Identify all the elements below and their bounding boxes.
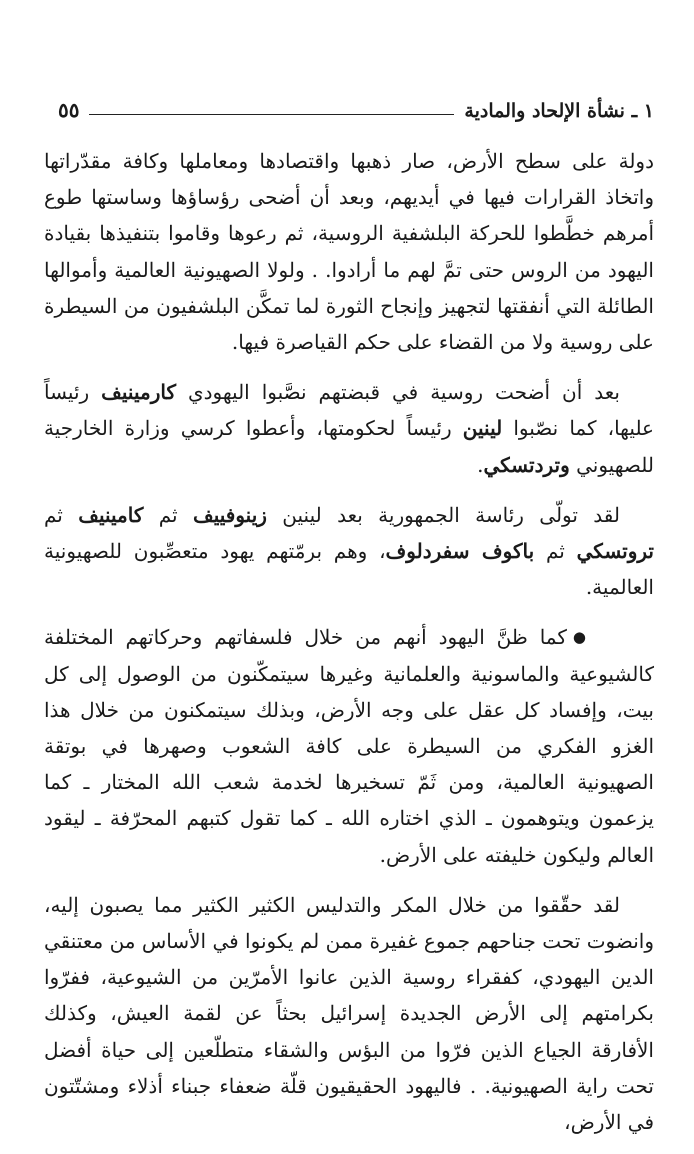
running-header [58, 92, 654, 122]
bullet-icon: ● [572, 628, 586, 647]
name-trotsky: وتردتسكي [483, 452, 570, 477]
name-sverdlov: باكوف سفردلوف [385, 539, 535, 564]
name-zinoviev: زينوفييف [193, 502, 267, 527]
text-run: لقد تولّى رئاسة الجمهورية بعد لينين [266, 502, 621, 527]
paragraph-text: دولة على سطح الأرض، صار ذهبها واقتصادها ومعاملها وكافة مقدّراتها واتخاذ القرارات فيها في أيديهم، وبعد أن أضحى رؤساؤها وساستها طوع أمرهم خطَّطوا للحركة البلشفية الروسية، ثم رعوها وقاموا بتنفيذها بقيادة اليهود من الروس حتى تمَّ لهم ما أرادوا. . ولولا الصهيونية العالمية وأموالها الطائلة التي أنفقتها لتجهيز وإنجاح الثورة لما تمكَّن البلشفيون من السيطرة على روسية ولا من القضاء على حكم القياصرة فيها. [44, 149, 654, 355]
text-run: بعد أن أضحت روسية في قبضتهم نصَّبوا اليهودي [175, 380, 620, 405]
paragraph-3 [44, 497, 654, 606]
name-lenin: لينين [462, 416, 503, 441]
text-run: ، وهم برمّتهم يهود متعصِّبون للصهيونية العالمية. [44, 539, 654, 600]
body-text [44, 143, 654, 1154]
page-number: ٥٥ [58, 98, 80, 122]
chapter-title: ١ ـ نشأة الإلحاد والمادية [464, 100, 654, 122]
text-run: . [477, 452, 484, 477]
paragraph-text: لقد حقّقوا من خلال المكر والتدليس الكثير الكثير مما يصبون إليه، وانضوت تحت جناحهم جموع غفيرة ممن لم يكونوا في الأساس من معتنقي الدين اليهودي، كفقراء روسية الذين عانوا الأمرّين من الشيوعية، ففرّوا بكرامتهم إلى الأرض الجديدة إسرائيل بحثاً عن لقمة العيش، وكذلك الأفارقة الجياع الذين فرّوا من البؤس والشقاء متطلّعين إلى حياة أفضل تحت راية الصهيونية. . فاليهود الحقيقيون قلّة ضعفاء جبناء أذلاء ومشتّتون في الأرض، [44, 892, 654, 1135]
header-rule [89, 114, 454, 115]
name-trotsky-2: تروتسكي [576, 539, 654, 564]
paragraph-2 [44, 374, 654, 483]
name-kamenev-2: كامينيف [78, 502, 144, 527]
paragraph-1 [44, 143, 654, 360]
paragraph-5 [44, 887, 654, 1140]
text-run: رئيساً لحكومتها، وأعطوا كرسي وزارة الخارجية للصهيوني [44, 416, 654, 477]
text-run: ثم [534, 539, 577, 564]
text-run: ثم [143, 502, 193, 527]
text-run: ثم [44, 502, 79, 527]
paragraph-text: كما ظنَّ اليهود أنهم من خلال فلسفاتهم وحركاتهم المختلفة كالشيوعية والماسونية والعلمانية وغيرها سيتمكّنون من الوصول إلى كل بيت، وإفساد كل عقل على وجه الأرض، وبذلك سيتمكنون من خلال هذا الغزو الفكري من السيطرة على كافة الشعوب وصهرها في بوتقة الصهيونية العالمية، ومن ثَمّ تسخيرها لخدمة شعب الله المختار ـ كما يزعمون ويتوهمون ـ الذي اختاره الله ـ كما تقول كتبهم المحرّفة ـ ليقود العالم وليكون خليفته على الأرض. [44, 625, 654, 867]
name-kamenev: كارمينيف [101, 380, 176, 405]
paragraph-4 [44, 619, 654, 872]
text-run: رئيساً عليها، كما نصّبوا [44, 380, 654, 441]
